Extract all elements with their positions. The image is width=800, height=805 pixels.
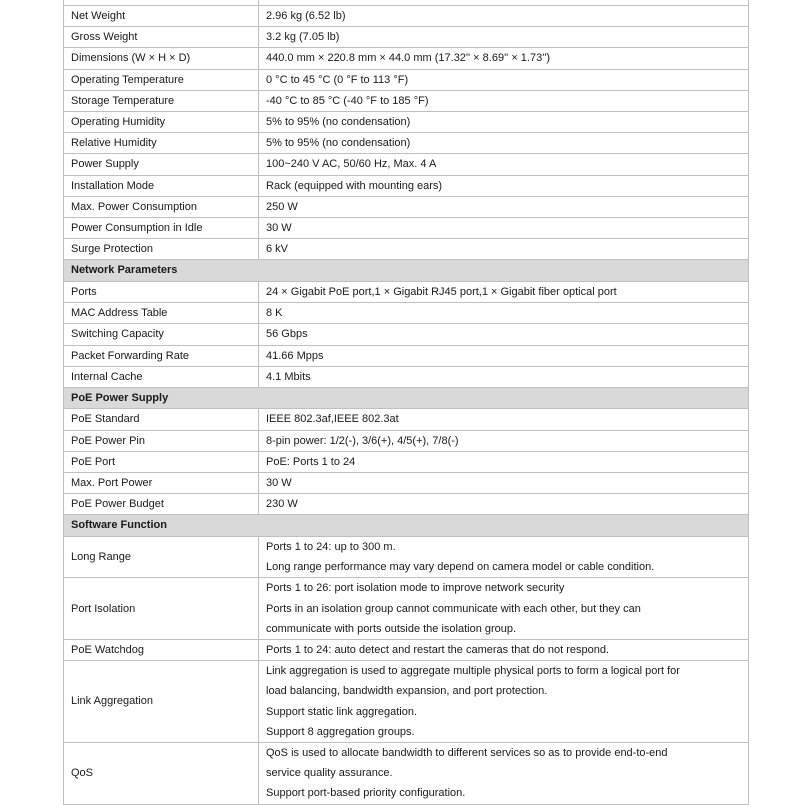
spec-row-label-text: Net Weight (71, 10, 126, 22)
spec-row (64, 133, 748, 154)
spec-row (64, 48, 748, 69)
spec-row-label (64, 6, 259, 26)
value-line: 5% to 95% (no condensation) (266, 116, 411, 129)
spec-table (63, 0, 749, 805)
value-line: 56 Gbps (266, 328, 308, 341)
spec-row (64, 324, 748, 345)
spec-row-label-text: Max. Power Consumption (71, 200, 197, 213)
spec-row-label-text: Port Isolation (71, 602, 136, 615)
spec-row-label (64, 346, 259, 366)
spec-row-label-text: MAC Address Table (71, 307, 168, 320)
value-line: 440.0 mm × 220.8 mm × 44.0 mm (17.32'' × 8.69'' × 1.73'') (266, 52, 551, 65)
spec-row (64, 176, 748, 197)
value-line: Rack (equipped with mounting ears) (266, 179, 443, 192)
value-line: Long range performance may vary depend on camera model or cable condition. (266, 561, 655, 574)
value-line: 0 °C to 45 °C (0 °F to 113 °F) (266, 73, 409, 86)
spec-row-value (259, 367, 748, 387)
spec-row-value (259, 452, 748, 472)
value-line: 2.96 kg (6.52 lb) (266, 10, 346, 22)
spec-row-value (259, 27, 748, 47)
spec-row-value (259, 48, 748, 68)
spec-row-label-text: PoE Power Pin (71, 434, 145, 447)
value-line: Support 8 aggregation groups. (266, 725, 415, 738)
spec-row-label (64, 431, 259, 451)
value-line: Ports 1 to 26: port isolation mode to improve network security (266, 582, 565, 595)
value-line: communicate with ports outside the isolation group. (266, 622, 517, 635)
spec-row (64, 640, 748, 661)
spec-row (64, 282, 748, 303)
value-line: Support port-based priority configuration. (266, 787, 466, 800)
spec-row-value (259, 218, 748, 238)
section-header-label: PoE Power Supply (71, 391, 169, 404)
spec-row-value (259, 743, 748, 804)
spec-row-label-text: Storage Temperature (71, 94, 175, 107)
spec-row-label (64, 640, 259, 660)
section-header-label: Network Parameters (71, 264, 178, 277)
value-line: 8-pin power: 1/2(-), 3/6(+), 4/5(+), 7/8(-) (266, 434, 459, 447)
spec-row (64, 452, 748, 473)
value-line: IEEE 802.3af,IEEE 802.3at (266, 413, 399, 426)
spec-row-label-text: Operating Temperature (71, 73, 184, 86)
spec-row-label (64, 494, 259, 514)
section-header-row (64, 515, 748, 537)
spec-row-value (259, 661, 748, 742)
spec-row (64, 346, 748, 367)
spec-row-value (259, 494, 748, 514)
spec-row-label (64, 473, 259, 493)
spec-row (64, 70, 748, 91)
value-line: Support static link aggregation. (266, 705, 418, 718)
spec-row-label-text: Switching Capacity (71, 328, 164, 341)
value-line: 230 W (266, 498, 298, 511)
spec-row-label (64, 27, 259, 47)
spec-row-label-text: Gross Weight (71, 31, 138, 44)
spec-row-value (259, 409, 748, 429)
spec-row (64, 154, 748, 175)
spec-row-label (64, 112, 259, 132)
spec-row (64, 91, 748, 112)
spec-row-value (259, 197, 748, 217)
spec-row-label (64, 743, 259, 804)
spec-row-value (259, 324, 748, 344)
value-line: 6 kV (266, 243, 289, 256)
spec-row-label (64, 409, 259, 429)
spec-row-label-text: Power Supply (71, 158, 139, 171)
partial-row-label-cell (64, 0, 259, 5)
spec-row-label-text: Power Consumption in Idle (71, 222, 203, 235)
spec-row (64, 494, 748, 515)
spec-row-label-text: Installation Mode (71, 179, 155, 192)
spec-row-label-text: Long Range (71, 551, 131, 564)
value-line: Ports 1 to 24: auto detect and restart the cameras that do not respond. (266, 643, 610, 656)
spec-row (64, 473, 748, 494)
value-line: 30 W (266, 222, 292, 235)
spec-row (64, 367, 748, 388)
spec-row (64, 661, 748, 743)
value-line: -40 °C to 85 °C (-40 °F to 185 °F) (266, 94, 429, 107)
spec-row-label-text: PoE Watchdog (71, 643, 144, 656)
spec-row-value (259, 154, 748, 174)
spec-row (64, 431, 748, 452)
spec-row-label (64, 324, 259, 344)
value-line: 250 W (266, 200, 298, 213)
spec-row-label-text: PoE Power Budget (71, 498, 164, 511)
spec-row-label (64, 197, 259, 217)
section-header-label: Software Function (71, 519, 167, 532)
value-line: 5% to 95% (no condensation) (266, 137, 411, 150)
spec-row-value (259, 112, 748, 132)
spec-row-label-text: Link Aggregation (71, 695, 153, 708)
spec-row-label-text: Dimensions (W × H × D) (71, 52, 191, 65)
spec-row-value (259, 431, 748, 451)
spec-row (64, 112, 748, 133)
spec-row-label (64, 218, 259, 238)
spec-row-label (64, 452, 259, 472)
spec-row-value (259, 91, 748, 111)
spec-row-label (64, 154, 259, 174)
section-header-row (64, 260, 748, 282)
spec-row-value (259, 133, 748, 153)
spec-row-label (64, 91, 259, 111)
spec-row-label (64, 661, 259, 742)
spec-row-label-text: PoE Port (71, 455, 116, 468)
spec-row-label-text: Ports (71, 285, 97, 298)
section-header-row (64, 388, 748, 410)
spec-row (64, 537, 748, 578)
spec-row-value (259, 578, 748, 639)
spec-row-label (64, 176, 259, 196)
spec-row-label-text: Internal Cache (71, 370, 143, 383)
spec-row-label-text: Relative Humidity (71, 137, 157, 150)
value-line: QoS is used to allocate bandwidth to different services so as to provide end-to-end (266, 747, 668, 759)
spec-row-value (259, 176, 748, 196)
value-line: 24 × Gigabit PoE port,1 × Gigabit RJ45 port,1 × Gigabit fiber optical port (266, 285, 617, 298)
value-line: 3.2 kg (7.05 lb) (266, 31, 340, 44)
spec-row (64, 27, 748, 48)
value-line: service quality assurance. (266, 767, 393, 780)
spec-row-label (64, 578, 259, 639)
spec-row-value (259, 239, 748, 259)
spec-row-label (64, 537, 259, 577)
spec-row-label-text: Operating Humidity (71, 116, 166, 129)
spec-row-label-text: Surge Protection (71, 243, 153, 256)
spec-row-label (64, 70, 259, 90)
spec-row-value (259, 640, 748, 660)
value-line: 41.66 Mpps (266, 349, 324, 362)
spec-row-label (64, 133, 259, 153)
spec-row (64, 218, 748, 239)
spec-row-label-text: QoS (71, 767, 94, 780)
spec-row (64, 303, 748, 324)
spec-row (64, 197, 748, 218)
spec-row-value (259, 346, 748, 366)
spec-row-label (64, 239, 259, 259)
spec-row-label (64, 303, 259, 323)
value-line: Ports 1 to 24: up to 300 m. (266, 540, 396, 553)
value-line: Link aggregation is used to aggregate multiple physical ports to form a logical port for (266, 665, 680, 678)
spec-row-value (259, 473, 748, 493)
value-line: 4.1 Mbits (266, 370, 311, 383)
spec-row (64, 409, 748, 430)
value-line: PoE: Ports 1 to 24 (266, 455, 356, 468)
spec-row-label-text: Max. Port Power (71, 477, 153, 490)
spec-row (64, 578, 748, 640)
spec-row-label (64, 48, 259, 68)
spec-row (64, 743, 748, 805)
spec-row-value (259, 6, 748, 26)
spec-row-label-text: PoE Standard (71, 413, 140, 426)
spec-row-value (259, 537, 748, 577)
spec-row-value (259, 70, 748, 90)
partial-row-value-cell (259, 0, 748, 5)
value-line: load balancing, bandwidth expansion, and port protection. (266, 685, 548, 698)
spec-row (64, 239, 748, 260)
value-line: Ports in an isolation group cannot communicate with each other, but they can (266, 602, 641, 615)
spec-row-label (64, 282, 259, 302)
value-line: 100~240 V AC, 50/60 Hz, Max. 4 A (266, 158, 437, 171)
spec-row (64, 6, 748, 27)
spec-row-value (259, 303, 748, 323)
spec-row-label (64, 367, 259, 387)
spec-row-label-text: Packet Forwarding Rate (71, 349, 189, 362)
spec-row-value (259, 282, 748, 302)
value-line: 8 K (266, 307, 283, 320)
value-line: 30 W (266, 477, 292, 490)
